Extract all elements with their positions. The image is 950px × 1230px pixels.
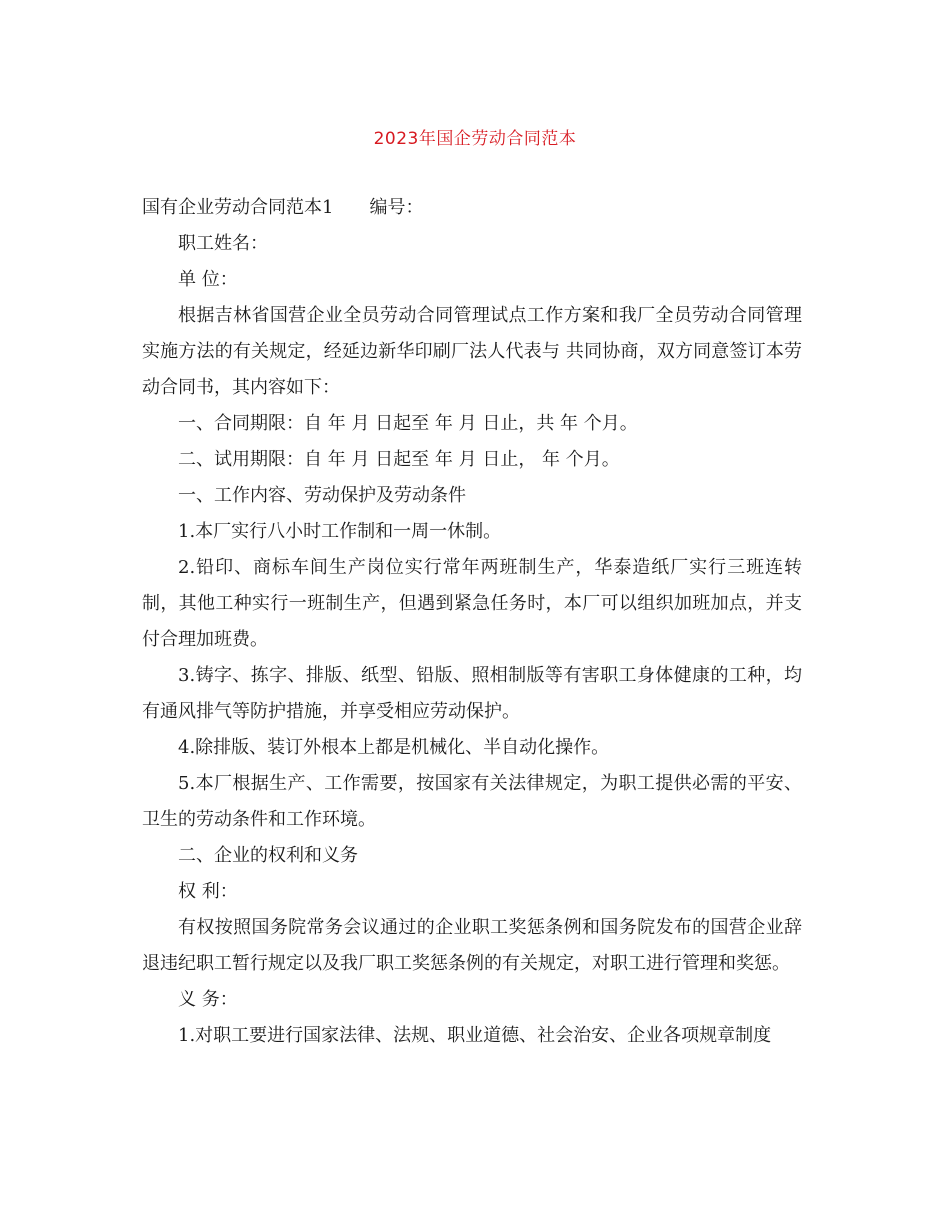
paragraph: 有权按照国务院常务会议通过的企业职工奖惩条例和国务院发布的国营企业辞退违纪职工暂行规定以及我厂职工奖惩条例的有关规定，对职工进行管理和奖惩。: [142, 917, 802, 974]
header-line: [142, 190, 802, 226]
paragraph: 5.本厂根据生产、工作需要，按国家有关法律规定，为职工提供必需的平安、卫生的劳动条件和工作环境。: [142, 773, 802, 830]
number-label: 编号：: [369, 197, 424, 218]
paragraph: 1.对职工要进行国家法律、法规、职业道德、社会治安、企业各项规章制度: [178, 1025, 772, 1046]
paragraph: 权 利：: [178, 881, 238, 902]
paragraph: 单 位：: [178, 269, 238, 290]
contract-series-label: 国有企业劳动合同范本1: [142, 197, 334, 218]
paragraph: 根据吉林省国营企业全员劳动合同管理试点工作方案和我厂全员劳动合同管理实施方法的有关规定，经延边新华印刷厂法人代表与 共同协商，双方同意签订本劳动合同书，其内容如下：: [142, 305, 802, 398]
paragraph: 3.铸字、拣字、排版、纸型、铅版、照相制版等有害职工身体健康的工种，均有通风排气等防护措施，并享受相应劳动保护。: [142, 665, 802, 722]
document-body: [142, 190, 802, 1054]
paragraph: 1.本厂实行八小时工作制和一周一休制。: [178, 521, 502, 542]
section-heading: 二、企业的权利和义务: [178, 845, 358, 866]
document-title: 2023年国企劳动合同范本: [373, 129, 577, 149]
paragraph: 2.铅印、商标车间生产岗位实行常年两班制生产，华泰造纸厂实行三班连转制，其他工种实行一班制生产，但遇到紧急任务时，本厂可以组织加班加点，并支付合理加班费。: [142, 557, 802, 650]
paragraph: 职工姓名：: [178, 233, 268, 254]
paragraph: 一、合同期限：自 年 月 日起至 年 月 日止，共 年 个月。: [178, 413, 638, 434]
paragraph: 义 务：: [178, 989, 238, 1010]
paragraph: 二、试用期限：自 年 月 日起至 年 月 日止， 年 个月。: [178, 449, 620, 470]
section-heading: 一、工作内容、劳动保护及劳动条件: [178, 485, 466, 506]
paragraph: 4.除排版、装订外根本上都是机械化、半自动化操作。: [178, 737, 610, 758]
